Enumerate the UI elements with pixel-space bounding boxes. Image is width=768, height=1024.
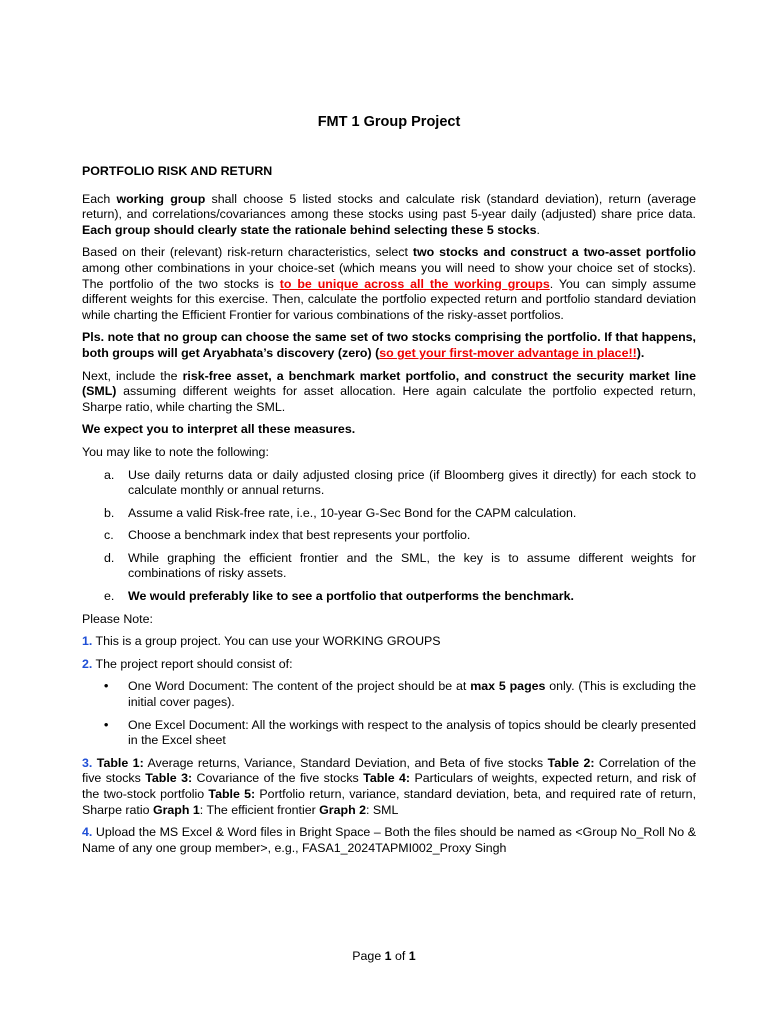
- list-item: d. While graphing the efficient frontier and the SML, the key is to assume different weights for combinations of risky assets.: [104, 550, 696, 581]
- please-note-label: Please Note:: [82, 611, 153, 626]
- paragraph-working-group: Each working group shall choose 5 listed stocks and calculate risk (standard deviation), return (average return), and correlations/covariances among these stocks using past 5-year daily (adjusted) share price data. Each group should clearly state the rationale behind selecting these 5 stocks.: [82, 191, 696, 237]
- list-item: b. Assume a valid Risk-free rate, i.e., 10-year G-Sec Bond for the CAPM calculation.: [104, 505, 577, 520]
- page-footer: Page 1 of 1: [352, 949, 416, 963]
- list-item: e. We would preferably like to see a portfolio that outperforms the benchmark.: [104, 589, 574, 604]
- list-item: c. Choose a benchmark index that best represents your portfolio.: [104, 528, 471, 543]
- numbered-item-1: 1. This is a group project. You can use your WORKING GROUPS: [82, 634, 441, 649]
- list-item: a. Use daily returns data or daily adjusted closing price (if Bloomberg gives it directly) for each stock to calculate monthly or annual returns.: [104, 467, 696, 498]
- numbered-item-3: 3. Table 1: Average returns, Variance, Standard Deviation, and Beta of five stocks Table 2: Correlation of the five stocks Table 3: Covariance of the five stocks Table 4: Particulars of weights, expected return, and risk of the two-stock portfolio Table 5: Portfolio return, variance, standard deviation, beta, and required rate of return, Sharpe ratio Graph 1: The efficient frontier Graph 2: SML: [82, 755, 697, 817]
- document-title: FMT 1 Group Project: [317, 114, 461, 130]
- bullet-list: [82, 679, 696, 748]
- highlight-unique: to be unique across all the working groups: [279, 276, 550, 291]
- numbered-item-4: 4. Upload the MS Excel & Word files in Bright Space – Both the files should be named as <Group No_Roll No & Name of any one group member>, e.g., FASA1_2024TAPMI002_Proxy Singh: [82, 825, 696, 855]
- document-body: [82, 164, 696, 863]
- paragraph-same-stocks-warning: Pls. note that no group can choose the same set of two stocks comprising the portfolio. If that happens, both groups will get Aryabhata’s discovery (zero) (so get your first-mover advantage in place!!).: [82, 330, 696, 360]
- section-heading: PORTFOLIO RISK AND RETURN: [82, 164, 273, 178]
- bullet-item: • One Excel Document: All the workings with respect to the analysis of topics should be clearly presented in the Excel sheet: [104, 717, 696, 748]
- alpha-list: [82, 468, 696, 605]
- paragraph-note-following: You may like to note the following:: [82, 444, 269, 459]
- paragraph-sml: Next, include the risk-free asset, a benchmark market portfolio, and construct the security market line (SML) assuming different weights for asset allocation. Here again calculate the portfolio expected return, Sharpe ratio, while charting the SML.: [82, 368, 696, 414]
- paragraph-interpret: We expect you to interpret all these measures.: [82, 422, 356, 437]
- paragraph-two-asset: Based on their (relevant) risk-return characteristics, select two stocks and construct a two-asset portfolio among other combinations in your choice-set (which means you will need to show your choice set of stocks). The portfolio of the two stocks is to be unique across all the working groups. You can simply assume different weights for this exercise. Then, calculate the portfolio expected return and portfolio standard deviation while charting the Efficient Frontier for various combinations of the risky-asset portfolios.: [82, 245, 696, 322]
- bullet-icon: •: [104, 679, 109, 694]
- numbered-item-2: 2. The project report should consist of:: [82, 656, 293, 671]
- bullet-icon: •: [104, 717, 109, 732]
- highlight-first-mover: so get your first-mover advantage in place!!: [379, 345, 637, 360]
- bullet-item: • One Word Document: The content of the project should be at max 5 pages only. (This is excluding the initial cover pages).: [104, 679, 696, 710]
